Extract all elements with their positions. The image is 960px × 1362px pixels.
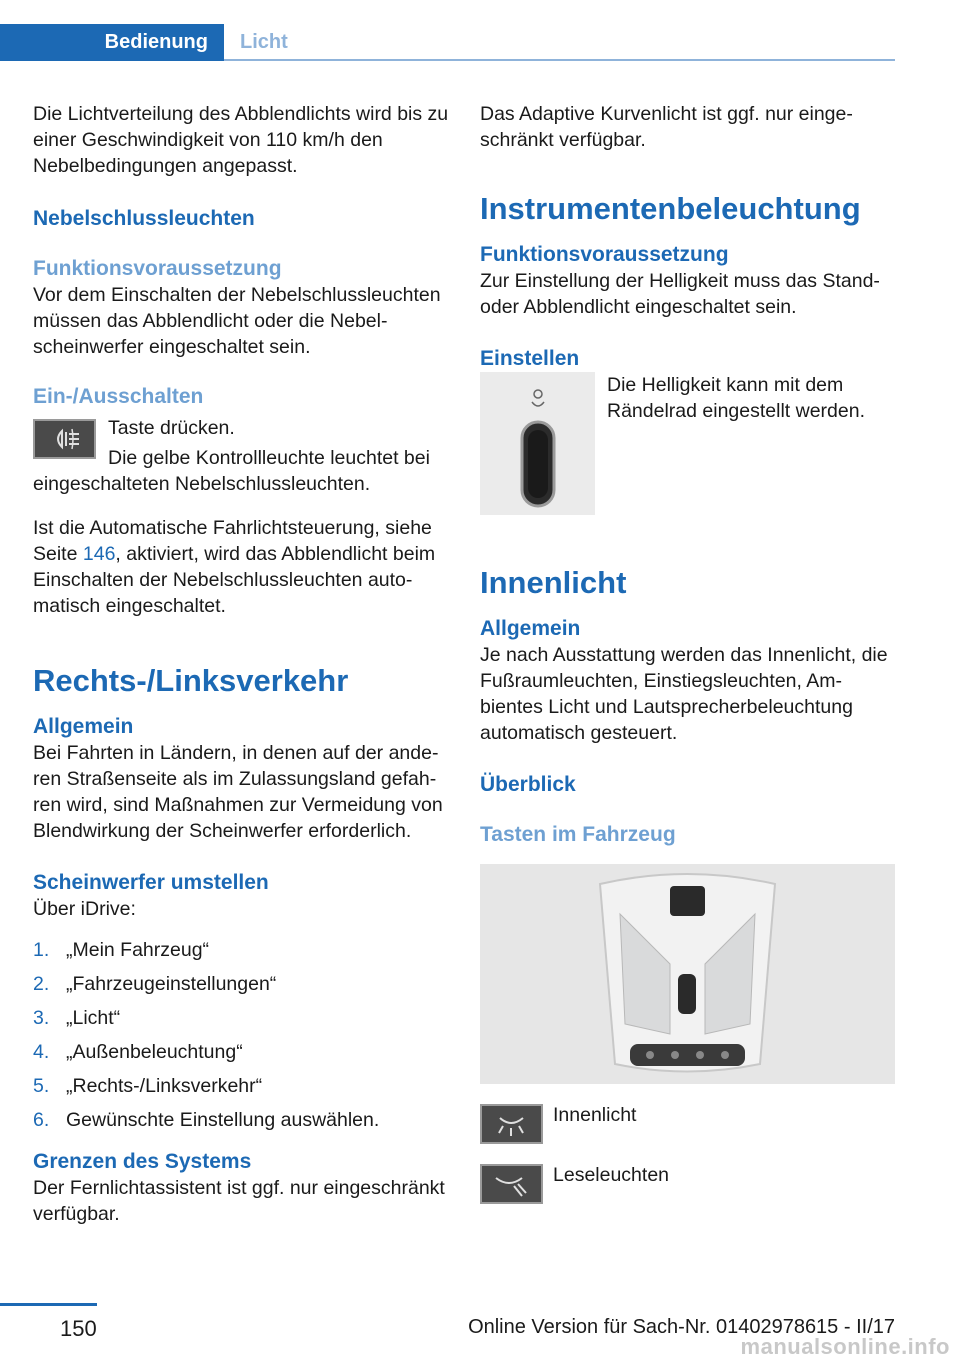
innenlicht-label: Innenlicht [553,1104,637,1126]
allgemein-paragraph-2: Je nach Ausstattung werden das Innenlicht, die Fußraumleuchten, Einstiegsleuchten, Ambientes Licht und Lautsprecherbeleuchtung automatisch gesteuert. [480,644,888,744]
list-item: 3. „Licht“ [33,1007,121,1029]
heading-rechts-linksverkehr: Rechts-/Linksverkehr [33,663,349,698]
interior-light-icon [480,1104,543,1144]
heading-einstellen: Einstellen [480,347,580,370]
adaptive-paragraph: Das Adaptive Kurvenlicht ist ggf. nur eingeschränkt verfügbar. [480,103,853,151]
heading-allgemein: Allgemein [33,715,134,738]
kontroll-line2: eingeschalteten Nebelschlussleuchten. [33,473,371,495]
allgemein-paragraph: Bei Fahrten in Ländern, in denen auf der anderen Straßenseite als im Zulassungsland gefahren wird, sind Maßnahmen zur Vermeidung von Blendwirkung der Scheinwerfer erforderlich. [33,742,443,842]
kontroll-line1: Die gelbe Kontrollleuchte leuchtet bei [108,447,430,469]
heading-ein-ausschalten: Ein-/Ausschalten [33,385,204,408]
list-item: 5. „Rechts-/Linksverkehr“ [33,1075,263,1097]
heading-instrumentenbeleuchtung: Instrumentenbeleuchtung [480,191,861,226]
heading-tasten-im-fahrzeug: Tasten im Fahrzeug [480,823,676,846]
heading-scheinwerfer-umstellen: Scheinwerfer umstellen [33,871,269,894]
intro-paragraph: Die Lichtverteilung des Abblendlichts wird bis zu einer Geschwindigkeit von 110 km/h den Nebelbedingungen angepasst. [33,103,449,177]
watermark: manualsonline.info [740,1334,950,1359]
tab-bedienung: Bedienung [0,24,224,61]
heading-innenlicht: Innenlicht [480,565,627,600]
fog-light-button-icon [33,419,96,459]
reading-light-icon [480,1164,543,1204]
header-rule [224,59,895,61]
list-item: 6. Gewünschte Einstellung auswählen. [33,1109,380,1131]
heading-funktionsvoraussetzung: Funktionsvoraussetzung [33,257,282,280]
heading-allgemein-2: Allgemein [480,617,581,640]
grenzen-paragraph: Der Fernlichtassistent ist ggf. nur eingeschränkt verfügbar. [33,1177,445,1225]
overhead-console-image [480,864,895,1084]
funktion-paragraph: Vor dem Einschalten der Nebelschlussleuchten müssen das Abblendlicht oder die Nebelscheinwerfer eingeschaltet sein. [33,284,441,358]
header-tabbar [0,24,895,61]
taste-druecken: Taste drücken. [108,417,235,439]
leseleuchten-row [480,1164,896,1209]
einstellen-paragraph: Die Helligkeit kann mit dem Rändelrad eingestellt werden. [607,374,865,422]
innenlicht-row [480,1104,896,1164]
page-link-146[interactable]: 146 [82,543,116,565]
thumbwheel-image [480,372,595,515]
leseleuchten-label: Leseleuchten [553,1164,670,1186]
online-version-text: Online Version für Sach-Nr. 01402978615 - II/17 [468,1316,895,1338]
idrive-label: Über iDrive: [33,898,136,920]
left-column [33,101,449,1227]
list-item: 4. „Außenbeleuchtung“ [33,1041,243,1063]
einstellen-row [480,372,896,522]
footer-rule [0,1303,97,1306]
list-item: 1. „Mein Fahrzeug“ [33,939,210,961]
heading-nebelschlussleuchten: Nebelschlussleuchten [33,207,255,230]
heading-funktionsvoraussetzung-2: Funktionsvoraussetzung [480,243,729,266]
list-item: 2. „Fahrzeugeinstellungen“ [33,973,277,995]
auto-paragraph: Ist die Automatische Fahrlichtsteuerung, siehe Seite 146, aktiviert, wird das Abblendlicht beim Einschalten der Nebelschlussleuchten automatisch eingeschaltet. [33,517,436,617]
tab-licht: Licht [240,31,288,53]
page-number: 150 [60,1316,97,1341]
fog-button-row [33,415,449,471]
heading-grenzen: Grenzen des Systems [33,1150,252,1173]
steps-list [33,937,449,1133]
heading-ueberblick: Überblick [480,773,576,796]
right-column [480,101,896,1209]
funktion-paragraph-2: Zur Einstellung der Helligkeit muss das Stand- oder Abblendlicht eingeschaltet sein. [480,270,880,318]
